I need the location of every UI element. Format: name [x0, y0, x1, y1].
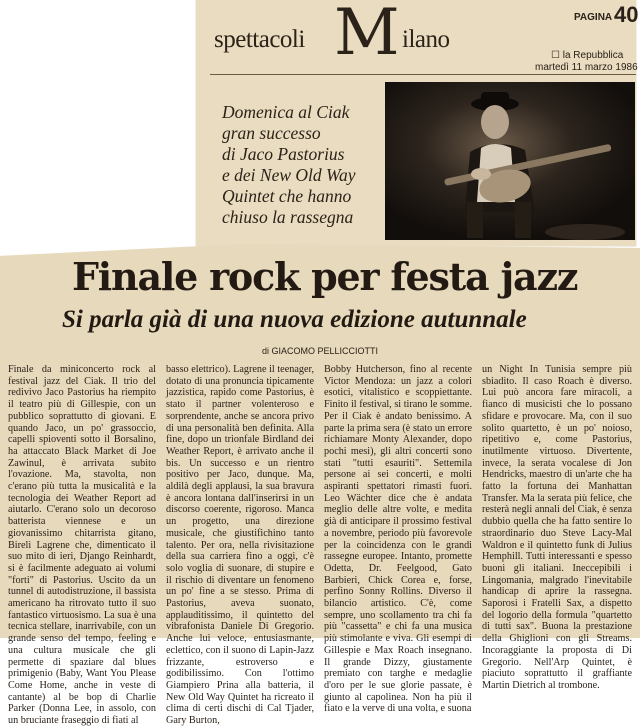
- section-title-left: spettacoli: [214, 26, 305, 53]
- column-4-text: un Night In Tunisia sempre più sbiadito. Il caso Roach è diverso. Lui può ancora fare miracoli, a fianco di musicisti che lo possano sfidare e provocare. Ma, con il suo solito quartetto, è un po' noioso, ripetitivo e, come Pastorius, inutilmente virtuoso. Divertente, invece, la serata vocalese di Jon Hendricks, maestro di un'arte che ha fatto la fortuna dei Manhattan Transfer. Ma la serata più felice, che resterà negli annali del Ciak, è senza dubbio quella che ha fatto sentire lo straordinario duo Steve Lacy-Mal Waldron e il quintetto funk di Julius Hemphill. Tutti interessanti e spesso buoni gli italiani. Ineccepibili i Lingomania, malgrado l'inevitabile handicap di aprire la rassegna. Saporosi i Fratelli Sax, a dispetto del logorio della formula "quartetto di tutti sax". Buona la prestazione della Ghiglioni con gli Streams. Incoraggiante la proposta di Di Gregorio. Nell'Arp Quintet, è piaciuto soprattutto il graffiante Martin Dietrich al trombone.: [482, 364, 632, 691]
- article-byline: di GIACOMO PELLICCIOTTI: [262, 346, 379, 356]
- section-title-right: ilano: [402, 26, 450, 53]
- page-number: 40: [614, 2, 639, 27]
- column-1-text: Finale da miniconcerto rock al festival jazz del Ciak. Il trio del redivivo Jaco Pastorius ha riempito il teatro più di Gillespie, con un pubblico soprattutto di giovani. E quando Jaco, un po' grassoccio, capelli spioventi sotto il Borsalino, ha attaccato Black Market di Joe Zawinul, è arrivata subito l'ovazione. Ma, stavolta, non c'erano più tutta la musicalità e la tecnologia dei Weather Report ad aiutarlo. C'erano solo un decoroso batterista viennese e un giovanissimo chitarrista gitano, Birelì Lagrene che, dimenticato il suo mito di ieri, Django Reinhardt, si è facilmente adeguato ai volumi "forti" di Pastorius. Uscito da un tunnel di autodistruzione, il bassista americano ha ritrovato tutto il suo fantastico virtuosismo. La sua è una tecnica stellare, inarrivabile, con un grande senso del tempo, feeling e una cultura musicale che gli permette di spaziare dal blues primigenio (Baby, Want You Please Come Home, anche in veste di cantante) al be bop di Charlie Parker (Donna Lee, in assolo, con un bruciante fraseggio di fiati al: [8, 364, 156, 727]
- article-column-3: [324, 364, 472, 715]
- issue-date: martedì 11 marzo 1986: [535, 62, 638, 73]
- section-initial: M: [334, 0, 400, 70]
- column-2-text: basso elettrico). Lagrene il teenager, dotato di una pronuncia tipicamente jazzistica, rapido come Pastorius, è stato il partner volenteroso e sorprendente, anche se ancora privo di una personalità ben definita. Alla fine, dopo un trionfale Birdland dei Weather Report, è arrivato anche il bis. Un successo e un rientro positivo per Jaco, dunque. Ma, aldilà degli applausi, la sua bravura è ancora lontana dall'inserirsi in un discorso coerente, rigoroso. Manca un progetto, una direzione musicale, che giustifichino tanto talento. Per ora, nella rivisitazione della sua carriera fino a oggi, c'è solo voglia di suonare, di stupire e il rischio di diventare un fenomeno un po' fine a se stesso. Prima di Pastorius, aveva suonato, applauditissimo, il quintetto del vibrafonista Daniele Di Gregorio. Anche lui veloce, entusiasmante, eclettico, con il suono di Lapin-Jazz frizzante, estroverso e godibilissimo. Con l'ottimo Giampiero Prina alla batteria, il New Old Way Quintet ha ricreato il clima di certi dischi di Cal Tjader, Gary Burton,: [166, 364, 314, 727]
- newspaper-name: ☐ la Repubblica: [551, 50, 624, 61]
- article-column-4: [482, 364, 632, 691]
- bassist-on-stage-illustration: [385, 82, 635, 240]
- article-deck: Domenica al Ciak gran successo di Jaco Pastorius e dei New Old Way Quintet che hanno chiuso la rassegna: [222, 102, 356, 227]
- article-column-2: [166, 364, 314, 727]
- page-label: PAGINA: [574, 12, 613, 23]
- concert-photo: [385, 82, 635, 240]
- article-subheadline: Si parla già di una nuova edizione autunnale: [62, 306, 527, 333]
- column-3-text: Bobby Hutcherson, fino al recente Victor Mendoza: un jazz a colori esotici, vitalistico e scoppiettante. Finito il festival, si tirano le somme. Per il Ciak è andato benissimo. A parte la prima sera (è stato un errore richiamare Monty Alexander, dopo pochi mesi), gli altri concerti sono stati "tutti esauriti". Settemila persone ai sei concerti, e molti aspiranti spettatori rimasti fuori. Leo Wächter dice che è andata meglio delle altre volte, e medita già di anticipare il prossimo festival a novembre, periodo più favorevole per la coincidenza con le grandi rassegne europee. Intanto, promette Odetta, Dr. Feelgood, Gato Barbieri, Chick Corea e, forse, perfino Sonny Rollins. Diverso il bilancio artistico. C'è, come sempre, uno scollamento tra chi fa più "cassetta" e chi fa una musica più stimolante e viva. Gli esempi di Gillespie e Max Roach insegnano. Il grande Dizzy, giustamente premiato con targhe e medaglie d'oro per le sue glorie passate, è giunto al capolinea. Non ha più il fiato e la verve di una volta, e suona: [324, 364, 472, 715]
- masthead-rule: [210, 74, 636, 75]
- article-headline: Finale rock per festa jazz: [72, 254, 578, 299]
- article-column-1: [8, 364, 156, 727]
